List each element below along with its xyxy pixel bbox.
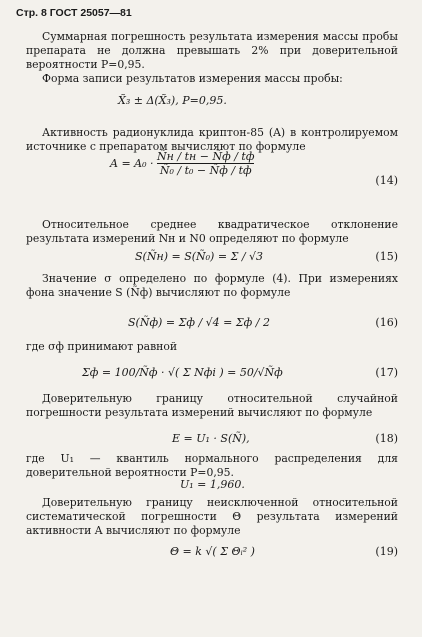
equation-16: S(Ñф) = Σф / √4 = Σф / 2: [128, 316, 270, 329]
equation-19: Θ = k √( Σ Θᵢ² ): [170, 545, 255, 558]
equation-17: Σф = 100/Ñф · √( Σ Nфi ) = 50/√Ñф: [82, 366, 283, 379]
equation-18: E = U₁ · S(Ñ),: [172, 432, 250, 445]
paragraph-2: Форма записи результатов измерения массы пробы:: [42, 72, 343, 85]
equation-mass: X̃₃ ± Δ(X̃₃), P=0,95.: [118, 94, 227, 107]
eq14-numerator: Ñн / tн − Ñф / tф: [157, 150, 255, 163]
paragraph-3: Активность радионуклида криптон-85 (A) в контролируемом источнике с препаратом вычисляют по формуле: [26, 126, 398, 153]
paragraph-7: Доверительную границу относительной случайной погрешности результата измерений вычисляют по формуле: [26, 392, 398, 419]
paragraph-9: Доверительную границу неисключенной относительной систематической погрешности Θ результата измерений активности A вычисляют по формуле: [26, 496, 398, 537]
equation-15: S(Ñн) = S(Ñ₀) = Σ / √3: [135, 250, 264, 263]
equation-18b: U₁ = 1,960.: [180, 478, 245, 491]
paragraph-1: Суммарная погрешность результата измерения массы пробы препарата не должна превышать 2% при доверительной вероятности P=0,95.: [26, 30, 398, 71]
eq-number-16: (16): [375, 316, 398, 329]
eq14-lhs: A = A₀ ·: [110, 157, 154, 170]
paragraph-8: где U₁ — квантиль нормального распределения для доверительной вероятности P=0,95.: [26, 452, 398, 479]
eq-number-15: (15): [375, 250, 398, 263]
eq-number-18: (18): [375, 432, 398, 445]
equation-14: [110, 150, 254, 177]
eq14-denominator: Ñ₀ / t₀ − Ñф / tф: [159, 164, 252, 177]
paragraph-5: Значение σ определено по формуле (4). При измерениях фона значение S (Ñф) вычисляют по формуле: [26, 272, 398, 299]
eq-number-14: (14): [375, 174, 398, 187]
eq14-fraction: [157, 150, 254, 177]
page-header: Стр. 8 ГОСТ 25057—81: [16, 7, 132, 19]
paragraph-4: Относительное среднее квадратическое отклонение результата измерений Nн и N0 определяют по формуле: [26, 218, 398, 245]
eq-number-17: (17): [375, 366, 398, 379]
eq-number-19: (19): [375, 545, 398, 558]
paragraph-6: где σф принимают равной: [26, 340, 178, 353]
